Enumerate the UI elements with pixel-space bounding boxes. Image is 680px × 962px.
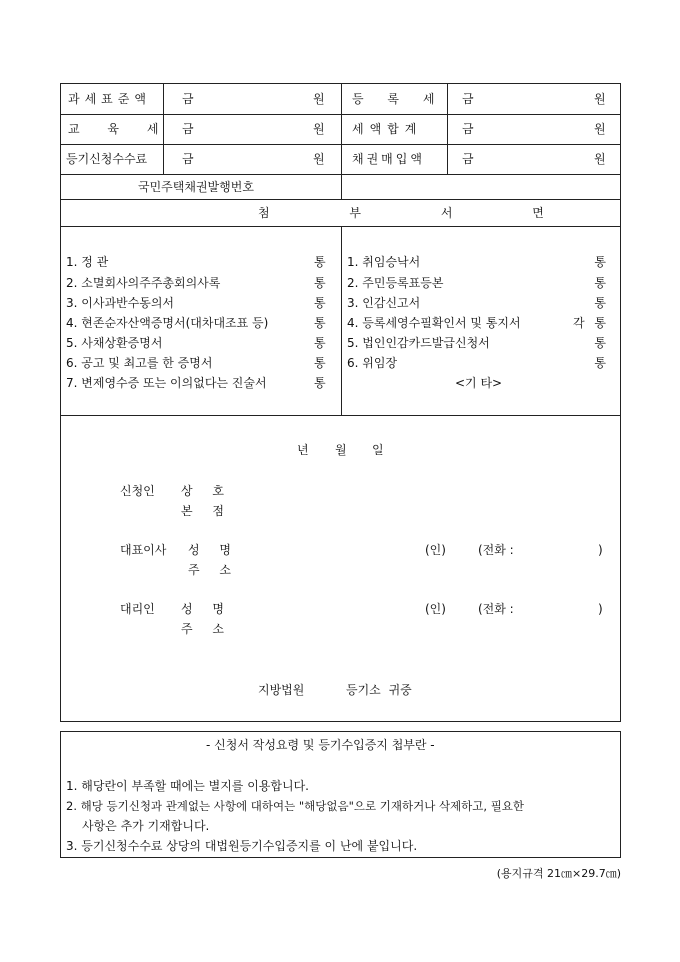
company-name-label: 상 호 xyxy=(181,484,232,498)
list-item: 3. 인감신고서 xyxy=(347,296,421,310)
tax-base-label: 과세표준액 xyxy=(68,92,151,106)
list-item-unit: 통 xyxy=(594,296,606,310)
registration-tax-prefix: 금 xyxy=(462,92,474,106)
attachments-title: 첨 부 서 면 xyxy=(258,206,582,220)
registration-tax-unit: 원 xyxy=(594,92,606,106)
agent-seal: (인) xyxy=(425,602,446,616)
list-item: 3. 이사과반수동의서 xyxy=(66,296,175,310)
list-item-unit: 통 xyxy=(594,276,606,290)
registration-tax-label: 등 록 세 xyxy=(352,92,445,106)
tax-total-prefix: 금 xyxy=(462,122,474,136)
representative-name-label: 성 명 xyxy=(188,543,239,557)
tax-total-unit: 원 xyxy=(594,122,606,136)
note-item: 1. 해당란이 부족할 때에는 별지를 이용합니다. xyxy=(66,779,309,793)
agent-label: 대리인 xyxy=(120,602,155,616)
agent-address-label: 주 소 xyxy=(181,622,232,636)
note-item: 2. 해당 등기신청과 관계없는 사항에 대하여는 "해당없음"으로 기재하거나 삭제하고, 필요한 xyxy=(66,799,525,813)
head-office-label: 본 점 xyxy=(181,504,232,518)
list-item-unit: 통 xyxy=(314,255,326,269)
tax-base-unit: 원 xyxy=(313,92,325,106)
filing-fee-unit: 원 xyxy=(313,152,325,166)
agent-name-label: 성 명 xyxy=(181,602,232,616)
tax-base-prefix: 금 xyxy=(182,92,194,106)
list-item: 1. 취임승낙서 xyxy=(347,255,421,269)
paper-size: (용지규격 21㎝×29.7㎝) xyxy=(496,867,621,880)
education-tax-label: 교 육 세 xyxy=(68,122,171,136)
list-item-unit: 통 xyxy=(314,296,326,310)
row-divider xyxy=(60,199,621,200)
bond-number-label: 국민주택채권발행번호 xyxy=(138,180,254,194)
registry-label: 등기소 귀중 xyxy=(346,683,412,697)
court-label: 지방법원 xyxy=(258,683,305,697)
note-item: 3. 등기신청수수료 상당의 대법원등기수입증지를 이 난에 붙입니다. xyxy=(66,839,418,853)
date-day: 일 xyxy=(372,443,384,457)
list-item-unit: 통 xyxy=(594,336,606,350)
agent-phone: (전화 : xyxy=(478,602,514,616)
list-item: 2. 소멸회사의주주총회의사록 xyxy=(66,276,221,290)
list-item: 7. 변제영수증 또는 이의없다는 진술서 xyxy=(66,376,267,390)
tax-total-label: 세액합계 xyxy=(352,122,423,136)
list-item-unit: 통 xyxy=(594,255,606,269)
applicant-label: 신청인 xyxy=(120,484,155,498)
list-item: 5. 사채상환증명서 xyxy=(66,336,163,350)
list-item-unit: 통 xyxy=(314,316,326,330)
filing-fee-prefix: 금 xyxy=(182,152,194,166)
filing-fee-label: 등기신청수수료 xyxy=(66,152,148,166)
col-divider xyxy=(341,226,342,415)
date-month: 월 xyxy=(335,443,347,457)
row-divider xyxy=(60,415,621,416)
list-item: 6. 공고 및 최고를 한 증명서 xyxy=(66,356,213,370)
list-item-unit: 통 xyxy=(594,356,606,370)
list-item-unit: 통 xyxy=(314,356,326,370)
representative-seal: (인) xyxy=(425,543,446,557)
list-item: 1. 정 관 xyxy=(66,255,109,269)
list-item: 5. 법인인감카드발급신청서 xyxy=(347,336,490,350)
agent-phone-close: ) xyxy=(598,602,603,616)
representative-label: 대표이사 xyxy=(120,543,167,557)
representative-phone-close: ) xyxy=(598,543,603,557)
list-item: 6. 위임장 xyxy=(347,356,398,370)
list-item-unit: 통 xyxy=(314,276,326,290)
date-year: 년 xyxy=(297,443,309,457)
list-item: 4. 등록세영수필확인서 및 통지서 xyxy=(347,316,521,330)
list-item-unit: 각 통 xyxy=(573,316,606,330)
list-item: 2. 주민등록표등본 xyxy=(347,276,444,290)
education-tax-unit: 원 xyxy=(313,122,325,136)
bond-purchase-prefix: 금 xyxy=(462,152,474,166)
representative-phone: (전화 : xyxy=(478,543,514,557)
list-item-unit: 통 xyxy=(314,376,326,390)
bond-purchase-label: 채권매입액 xyxy=(352,152,425,166)
education-tax-prefix: 금 xyxy=(182,122,194,136)
note-item: 사항은 추가 기재합니다. xyxy=(82,819,210,833)
representative-address-label: 주 소 xyxy=(188,563,239,577)
notes-title: - 신청서 작성요령 및 등기수입증지 첩부란 - xyxy=(206,738,435,752)
list-item-unit: 통 xyxy=(314,336,326,350)
other-label: <기 타> xyxy=(455,376,503,390)
col-divider xyxy=(447,83,448,174)
list-item: 4. 현존순자산액증명서(대차대조표 등) xyxy=(66,316,269,330)
bond-purchase-unit: 원 xyxy=(594,152,606,166)
col-divider xyxy=(341,83,342,199)
